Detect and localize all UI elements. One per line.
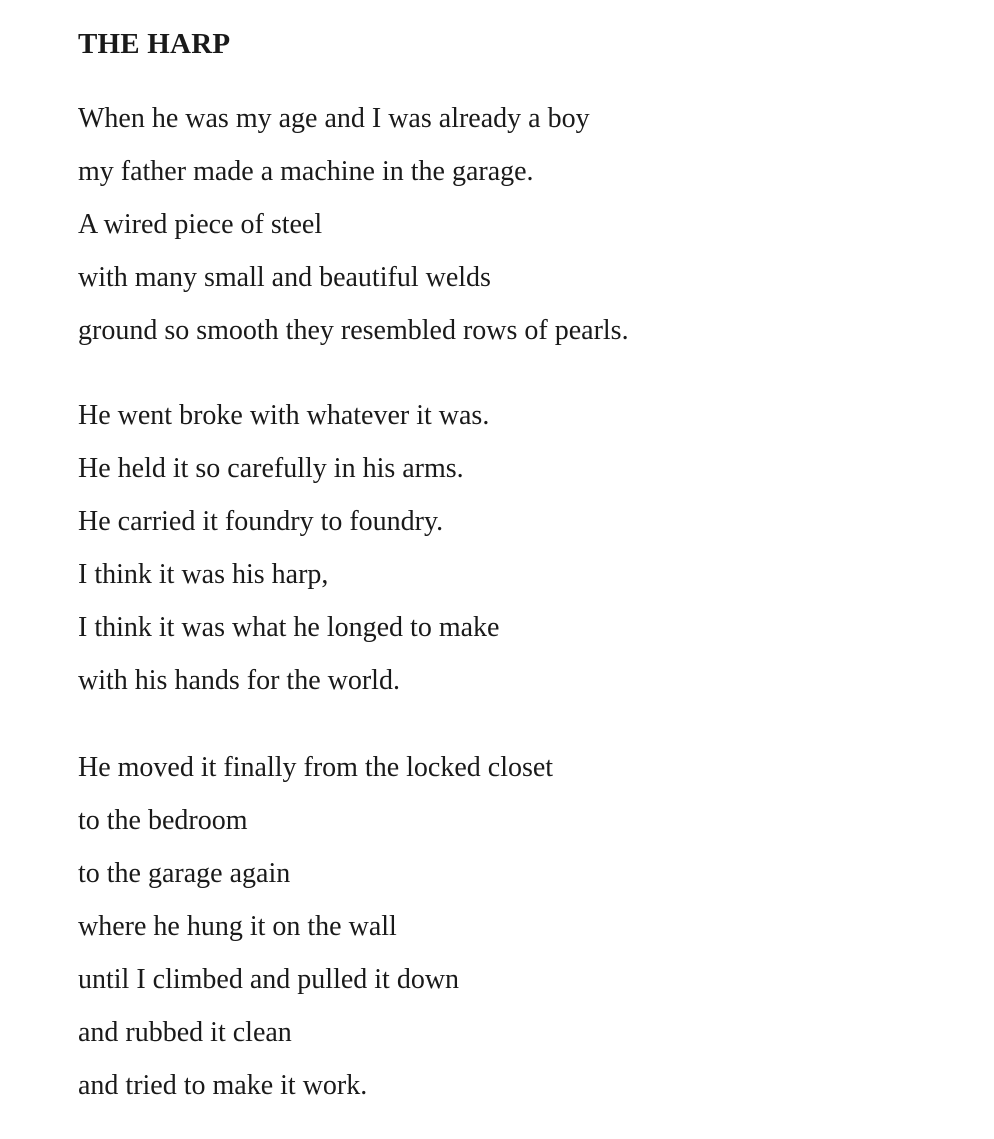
poem-line: with his hands for the world. — [78, 665, 400, 696]
poem-line: I think it was what he longed to make — [78, 612, 500, 643]
poem-line: ground so smooth they resembled rows of pearls. — [78, 315, 629, 346]
poem-line: and rubbed it clean — [78, 1017, 292, 1048]
poem-line: to the garage again — [78, 858, 291, 889]
poem-line: He carried it foundry to foundry. — [78, 506, 444, 537]
stanza-2 — [78, 389, 499, 707]
poem-line: He went broke with whatever it was. — [78, 400, 490, 431]
stanza-3 — [78, 741, 553, 1112]
poem-line: A wired piece of steel — [78, 209, 323, 240]
poem-line: and tried to make it work. — [78, 1070, 368, 1101]
poem-line: I think it was his harp, — [78, 559, 329, 590]
poem-line: my father made a machine in the garage. — [78, 156, 534, 187]
poem-line: until I climbed and pulled it down — [78, 964, 460, 995]
poem-line: to the bedroom — [78, 805, 248, 836]
poem-line: He moved it finally from the locked closet — [78, 752, 554, 783]
poem-line: He held it so carefully in his arms. — [78, 453, 464, 484]
poem-title: THE HARP — [78, 28, 231, 60]
poem-line: where he hung it on the wall — [78, 911, 397, 942]
poem-line: When he was my age and I was already a boy — [78, 103, 590, 134]
poem-line: with many small and beautiful welds — [78, 262, 491, 293]
stanza-1 — [78, 92, 629, 357]
